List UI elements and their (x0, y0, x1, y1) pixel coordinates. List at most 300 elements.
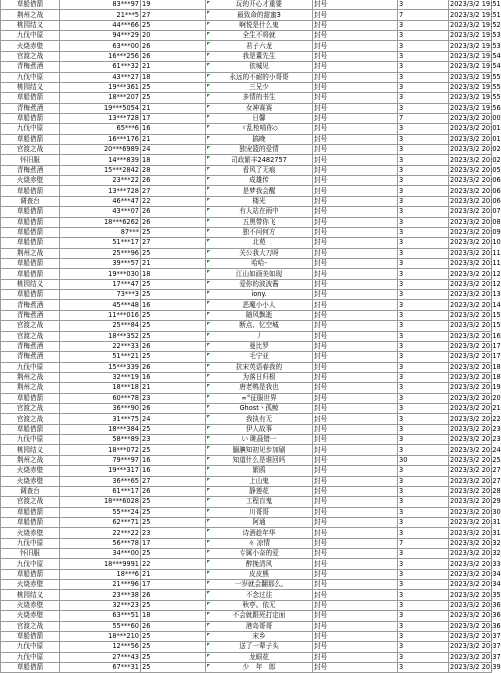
level-cell[interactable] (141, 321, 206, 331)
nickname-cell[interactable] (206, 124, 313, 134)
account-cell[interactable] (60, 331, 141, 341)
duration-cell[interactable] (398, 10, 449, 20)
account-cell[interactable] (60, 600, 141, 610)
duration-cell[interactable] (398, 580, 449, 590)
action-cell[interactable] (313, 93, 398, 103)
account-cell[interactable] (60, 238, 141, 248)
nickname-cell[interactable] (206, 486, 313, 496)
account-cell[interactable] (60, 445, 141, 455)
time-cell[interactable] (449, 113, 501, 123)
duration-cell[interactable] (398, 455, 449, 465)
server-cell[interactable] (1, 528, 60, 538)
account-cell[interactable] (60, 663, 141, 673)
server-cell[interactable] (1, 652, 60, 662)
account-cell[interactable] (60, 207, 141, 217)
nickname-cell[interactable] (206, 165, 313, 175)
action-cell[interactable] (313, 663, 398, 673)
time-cell[interactable] (449, 559, 501, 569)
nickname-cell[interactable] (206, 372, 313, 382)
server-cell[interactable] (1, 341, 60, 351)
account-cell[interactable] (60, 20, 141, 30)
duration-cell[interactable] (398, 631, 449, 641)
action-cell[interactable] (313, 196, 398, 206)
level-cell[interactable] (141, 559, 206, 569)
nickname-cell[interactable] (206, 10, 313, 20)
server-cell[interactable] (1, 290, 60, 300)
account-cell[interactable] (60, 580, 141, 590)
duration-cell[interactable] (398, 331, 449, 341)
time-cell[interactable] (449, 145, 501, 155)
account-cell[interactable] (60, 466, 141, 476)
time-cell[interactable] (449, 10, 501, 20)
time-cell[interactable] (449, 258, 501, 268)
action-cell[interactable] (313, 445, 398, 455)
action-cell[interactable] (313, 269, 398, 279)
server-cell[interactable] (1, 186, 60, 196)
time-cell[interactable] (449, 155, 501, 165)
time-cell[interactable] (449, 124, 501, 134)
nickname-cell[interactable] (206, 186, 313, 196)
duration-cell[interactable] (398, 269, 449, 279)
time-cell[interactable] (449, 279, 501, 289)
action-cell[interactable] (313, 621, 398, 631)
level-cell[interactable] (141, 590, 206, 600)
nickname-cell[interactable] (206, 145, 313, 155)
level-cell[interactable] (141, 51, 206, 61)
server-cell[interactable] (1, 549, 60, 559)
level-cell[interactable] (141, 165, 206, 175)
nickname-cell[interactable] (206, 455, 313, 465)
time-cell[interactable] (449, 414, 501, 424)
nickname-cell[interactable] (206, 310, 313, 320)
nickname-cell[interactable] (206, 258, 313, 268)
duration-cell[interactable] (398, 341, 449, 351)
level-cell[interactable] (141, 10, 206, 20)
action-cell[interactable] (313, 134, 398, 144)
action-cell[interactable] (313, 113, 398, 123)
level-cell[interactable] (141, 528, 206, 538)
level-cell[interactable] (141, 538, 206, 548)
level-cell[interactable] (141, 238, 206, 248)
account-cell[interactable] (60, 559, 141, 569)
time-cell[interactable] (449, 569, 501, 579)
duration-cell[interactable] (398, 372, 449, 382)
server-cell[interactable] (1, 155, 60, 165)
account-cell[interactable] (60, 404, 141, 414)
account-cell[interactable] (60, 51, 141, 61)
account-cell[interactable] (60, 538, 141, 548)
level-cell[interactable] (141, 124, 206, 134)
time-cell[interactable] (449, 62, 501, 72)
account-cell[interactable] (60, 310, 141, 320)
account-cell[interactable] (60, 248, 141, 258)
time-cell[interactable] (449, 611, 501, 621)
server-cell[interactable] (1, 538, 60, 548)
server-cell[interactable] (1, 445, 60, 455)
duration-cell[interactable] (398, 217, 449, 227)
nickname-cell[interactable] (206, 600, 313, 610)
level-cell[interactable] (141, 155, 206, 165)
action-cell[interactable] (313, 258, 398, 268)
action-cell[interactable] (313, 51, 398, 61)
server-cell[interactable] (1, 517, 60, 527)
duration-cell[interactable] (398, 642, 449, 652)
duration-cell[interactable] (398, 145, 449, 155)
action-cell[interactable] (313, 155, 398, 165)
nickname-cell[interactable] (206, 20, 313, 30)
server-cell[interactable] (1, 621, 60, 631)
level-cell[interactable] (141, 62, 206, 72)
account-cell[interactable] (60, 124, 141, 134)
level-cell[interactable] (141, 507, 206, 517)
level-cell[interactable] (141, 393, 206, 403)
level-cell[interactable] (141, 72, 206, 82)
nickname-cell[interactable] (206, 631, 313, 641)
level-cell[interactable] (141, 466, 206, 476)
level-cell[interactable] (141, 435, 206, 445)
server-cell[interactable] (1, 145, 60, 155)
account-cell[interactable] (60, 352, 141, 362)
server-cell[interactable] (1, 72, 60, 82)
server-cell[interactable] (1, 497, 60, 507)
account-cell[interactable] (60, 290, 141, 300)
level-cell[interactable] (141, 0, 206, 10)
action-cell[interactable] (313, 435, 398, 445)
nickname-cell[interactable] (206, 321, 313, 331)
action-cell[interactable] (313, 611, 398, 621)
account-cell[interactable] (60, 424, 141, 434)
server-cell[interactable] (1, 217, 60, 227)
duration-cell[interactable] (398, 0, 449, 10)
account-cell[interactable] (60, 476, 141, 486)
account-cell[interactable] (60, 41, 141, 51)
action-cell[interactable] (313, 372, 398, 382)
level-cell[interactable] (141, 20, 206, 30)
action-cell[interactable] (313, 476, 398, 486)
nickname-cell[interactable] (206, 279, 313, 289)
account-cell[interactable] (60, 93, 141, 103)
duration-cell[interactable] (398, 196, 449, 206)
server-cell[interactable] (1, 424, 60, 434)
account-cell[interactable] (60, 393, 141, 403)
account-cell[interactable] (60, 31, 141, 41)
action-cell[interactable] (313, 341, 398, 351)
account-cell[interactable] (60, 549, 141, 559)
nickname-cell[interactable] (206, 290, 313, 300)
action-cell[interactable] (313, 569, 398, 579)
duration-cell[interactable] (398, 207, 449, 217)
account-cell[interactable] (60, 497, 141, 507)
server-cell[interactable] (1, 82, 60, 92)
action-cell[interactable] (313, 383, 398, 393)
server-cell[interactable] (1, 611, 60, 621)
level-cell[interactable] (141, 227, 206, 237)
action-cell[interactable] (313, 631, 398, 641)
nickname-cell[interactable] (206, 466, 313, 476)
level-cell[interactable] (141, 113, 206, 123)
account-cell[interactable] (60, 414, 141, 424)
server-cell[interactable] (1, 300, 60, 310)
nickname-cell[interactable] (206, 538, 313, 548)
time-cell[interactable] (449, 165, 501, 175)
nickname-cell[interactable] (206, 580, 313, 590)
nickname-cell[interactable] (206, 569, 313, 579)
server-cell[interactable] (1, 20, 60, 30)
action-cell[interactable] (313, 466, 398, 476)
time-cell[interactable] (449, 538, 501, 548)
server-cell[interactable] (1, 279, 60, 289)
account-cell[interactable] (60, 186, 141, 196)
server-cell[interactable] (1, 404, 60, 414)
level-cell[interactable] (141, 134, 206, 144)
duration-cell[interactable] (398, 124, 449, 134)
duration-cell[interactable] (398, 103, 449, 113)
duration-cell[interactable] (398, 393, 449, 403)
duration-cell[interactable] (398, 352, 449, 362)
time-cell[interactable] (449, 176, 501, 186)
time-cell[interactable] (449, 663, 501, 673)
action-cell[interactable] (313, 652, 398, 662)
action-cell[interactable] (313, 321, 398, 331)
action-cell[interactable] (313, 559, 398, 569)
action-cell[interactable] (313, 217, 398, 227)
action-cell[interactable] (313, 497, 398, 507)
level-cell[interactable] (141, 290, 206, 300)
account-cell[interactable] (60, 486, 141, 496)
nickname-cell[interactable] (206, 155, 313, 165)
account-cell[interactable] (60, 507, 141, 517)
time-cell[interactable] (449, 331, 501, 341)
duration-cell[interactable] (398, 248, 449, 258)
account-cell[interactable] (60, 10, 141, 20)
time-cell[interactable] (449, 621, 501, 631)
duration-cell[interactable] (398, 72, 449, 82)
level-cell[interactable] (141, 569, 206, 579)
time-cell[interactable] (449, 196, 501, 206)
action-cell[interactable] (313, 124, 398, 134)
server-cell[interactable] (1, 414, 60, 424)
time-cell[interactable] (449, 393, 501, 403)
nickname-cell[interactable] (206, 51, 313, 61)
account-cell[interactable] (60, 176, 141, 186)
nickname-cell[interactable] (206, 445, 313, 455)
action-cell[interactable] (313, 486, 398, 496)
action-cell[interactable] (313, 186, 398, 196)
time-cell[interactable] (449, 507, 501, 517)
duration-cell[interactable] (398, 62, 449, 72)
server-cell[interactable] (1, 62, 60, 72)
time-cell[interactable] (449, 207, 501, 217)
level-cell[interactable] (141, 103, 206, 113)
server-cell[interactable] (1, 93, 60, 103)
nickname-cell[interactable] (206, 227, 313, 237)
account-cell[interactable] (60, 590, 141, 600)
action-cell[interactable] (313, 41, 398, 51)
level-cell[interactable] (141, 549, 206, 559)
server-cell[interactable] (1, 207, 60, 217)
nickname-cell[interactable] (206, 248, 313, 258)
duration-cell[interactable] (398, 165, 449, 175)
time-cell[interactable] (449, 435, 501, 445)
nickname-cell[interactable] (206, 435, 313, 445)
duration-cell[interactable] (398, 290, 449, 300)
nickname-cell[interactable] (206, 383, 313, 393)
nickname-cell[interactable] (206, 663, 313, 673)
duration-cell[interactable] (398, 497, 449, 507)
duration-cell[interactable] (398, 445, 449, 455)
level-cell[interactable] (141, 663, 206, 673)
duration-cell[interactable] (398, 611, 449, 621)
level-cell[interactable] (141, 269, 206, 279)
level-cell[interactable] (141, 642, 206, 652)
nickname-cell[interactable] (206, 528, 313, 538)
action-cell[interactable] (313, 145, 398, 155)
level-cell[interactable] (141, 82, 206, 92)
account-cell[interactable] (60, 341, 141, 351)
server-cell[interactable] (1, 269, 60, 279)
server-cell[interactable] (1, 590, 60, 600)
server-cell[interactable] (1, 310, 60, 320)
time-cell[interactable] (449, 466, 501, 476)
account-cell[interactable] (60, 455, 141, 465)
time-cell[interactable] (449, 134, 501, 144)
account-cell[interactable] (60, 82, 141, 92)
nickname-cell[interactable] (206, 404, 313, 414)
server-cell[interactable] (1, 476, 60, 486)
time-cell[interactable] (449, 372, 501, 382)
time-cell[interactable] (449, 455, 501, 465)
nickname-cell[interactable] (206, 176, 313, 186)
nickname-cell[interactable] (206, 517, 313, 527)
action-cell[interactable] (313, 404, 398, 414)
server-cell[interactable] (1, 631, 60, 641)
account-cell[interactable] (60, 383, 141, 393)
duration-cell[interactable] (398, 279, 449, 289)
time-cell[interactable] (449, 217, 501, 227)
account-cell[interactable] (60, 631, 141, 641)
level-cell[interactable] (141, 424, 206, 434)
duration-cell[interactable] (398, 476, 449, 486)
duration-cell[interactable] (398, 362, 449, 372)
level-cell[interactable] (141, 310, 206, 320)
duration-cell[interactable] (398, 507, 449, 517)
action-cell[interactable] (313, 424, 398, 434)
duration-cell[interactable] (398, 466, 449, 476)
account-cell[interactable] (60, 72, 141, 82)
duration-cell[interactable] (398, 155, 449, 165)
account-cell[interactable] (60, 652, 141, 662)
nickname-cell[interactable] (206, 134, 313, 144)
level-cell[interactable] (141, 258, 206, 268)
level-cell[interactable] (141, 486, 206, 496)
account-cell[interactable] (60, 611, 141, 621)
server-cell[interactable] (1, 41, 60, 51)
server-cell[interactable] (1, 238, 60, 248)
nickname-cell[interactable] (206, 352, 313, 362)
server-cell[interactable] (1, 0, 60, 10)
time-cell[interactable] (449, 0, 501, 10)
time-cell[interactable] (449, 517, 501, 527)
account-cell[interactable] (60, 528, 141, 538)
server-cell[interactable] (1, 507, 60, 517)
server-cell[interactable] (1, 124, 60, 134)
account-cell[interactable] (60, 621, 141, 631)
level-cell[interactable] (141, 404, 206, 414)
nickname-cell[interactable] (206, 103, 313, 113)
action-cell[interactable] (313, 207, 398, 217)
level-cell[interactable] (141, 217, 206, 227)
server-cell[interactable] (1, 51, 60, 61)
nickname-cell[interactable] (206, 414, 313, 424)
time-cell[interactable] (449, 103, 501, 113)
duration-cell[interactable] (398, 652, 449, 662)
time-cell[interactable] (449, 497, 501, 507)
duration-cell[interactable] (398, 310, 449, 320)
duration-cell[interactable] (398, 186, 449, 196)
account-cell[interactable] (60, 0, 141, 10)
action-cell[interactable] (313, 310, 398, 320)
time-cell[interactable] (449, 82, 501, 92)
level-cell[interactable] (141, 652, 206, 662)
time-cell[interactable] (449, 51, 501, 61)
level-cell[interactable] (141, 372, 206, 382)
nickname-cell[interactable] (206, 362, 313, 372)
nickname-cell[interactable] (206, 642, 313, 652)
duration-cell[interactable] (398, 600, 449, 610)
duration-cell[interactable] (398, 404, 449, 414)
time-cell[interactable] (449, 528, 501, 538)
action-cell[interactable] (313, 103, 398, 113)
time-cell[interactable] (449, 341, 501, 351)
duration-cell[interactable] (398, 435, 449, 445)
nickname-cell[interactable] (206, 559, 313, 569)
duration-cell[interactable] (398, 82, 449, 92)
time-cell[interactable] (449, 310, 501, 320)
nickname-cell[interactable] (206, 341, 313, 351)
duration-cell[interactable] (398, 300, 449, 310)
server-cell[interactable] (1, 580, 60, 590)
nickname-cell[interactable] (206, 590, 313, 600)
server-cell[interactable] (1, 362, 60, 372)
level-cell[interactable] (141, 362, 206, 372)
time-cell[interactable] (449, 20, 501, 30)
nickname-cell[interactable] (206, 331, 313, 341)
nickname-cell[interactable] (206, 41, 313, 51)
account-cell[interactable] (60, 362, 141, 372)
nickname-cell[interactable] (206, 31, 313, 41)
action-cell[interactable] (313, 507, 398, 517)
time-cell[interactable] (449, 238, 501, 248)
duration-cell[interactable] (398, 51, 449, 61)
nickname-cell[interactable] (206, 217, 313, 227)
account-cell[interactable] (60, 134, 141, 144)
level-cell[interactable] (141, 580, 206, 590)
time-cell[interactable] (449, 352, 501, 362)
duration-cell[interactable] (398, 517, 449, 527)
duration-cell[interactable] (398, 93, 449, 103)
server-cell[interactable] (1, 486, 60, 496)
action-cell[interactable] (313, 0, 398, 10)
level-cell[interactable] (141, 300, 206, 310)
duration-cell[interactable] (398, 538, 449, 548)
server-cell[interactable] (1, 103, 60, 113)
nickname-cell[interactable] (206, 611, 313, 621)
action-cell[interactable] (313, 20, 398, 30)
action-cell[interactable] (313, 300, 398, 310)
action-cell[interactable] (313, 238, 398, 248)
level-cell[interactable] (141, 517, 206, 527)
level-cell[interactable] (141, 476, 206, 486)
